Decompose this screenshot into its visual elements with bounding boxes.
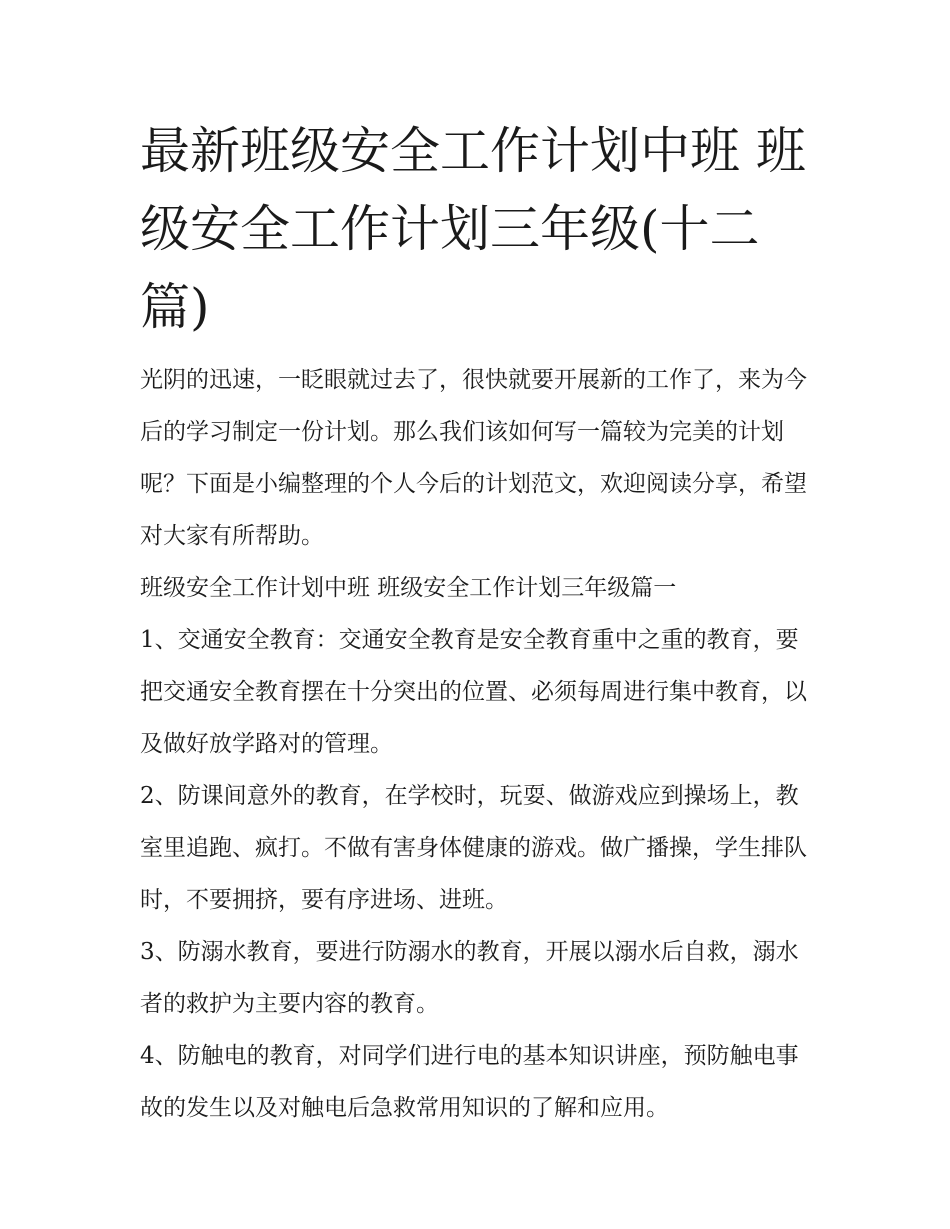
list-item-4: 4、防触电的教育，对同学们进行电的基本知识讲座，预防触电事故的发生以及对触电后急救常用知识的了解和应用。 xyxy=(140,1043,799,1121)
section-heading: 班级安全工作计划中班 班级安全工作计划三年级篇一 xyxy=(140,575,677,601)
list-item-3: 3、防溺水教育，要进行防溺水的教育，开展以溺水后自救，溺水者的救护为主要内容的教育。 xyxy=(140,939,799,1017)
list-item-2: 2、防课间意外的教育，在学校时，玩耍、做游戏应到操场上，教室里追跑、疯打。不做有害身体健康的游戏。做广播操，学生排队时，不要拥挤，要有序进场、进班。 xyxy=(140,783,807,913)
document-body xyxy=(140,112,820,1134)
document-title: 最新班级安全工作计划中班 班级安全工作计划三年级(十二篇) xyxy=(140,122,806,336)
intro-paragraph: 光阴的迅速，一眨眼就过去了，很快就要开展新的工作了，来为今后的学习制定一份计划。那么我们该如何写一篇较为完美的计划呢？下面是小编整理的个人今后的计划范文，欢迎阅读分享，希望对大家有所帮助。 xyxy=(140,367,807,549)
list-item-1: 1、交通安全教育：交通安全教育是安全教育重中之重的教育，要把交通安全教育摆在十分突出的位置、必须每周进行集中教育，以及做好放学路对的管理。 xyxy=(140,627,807,757)
